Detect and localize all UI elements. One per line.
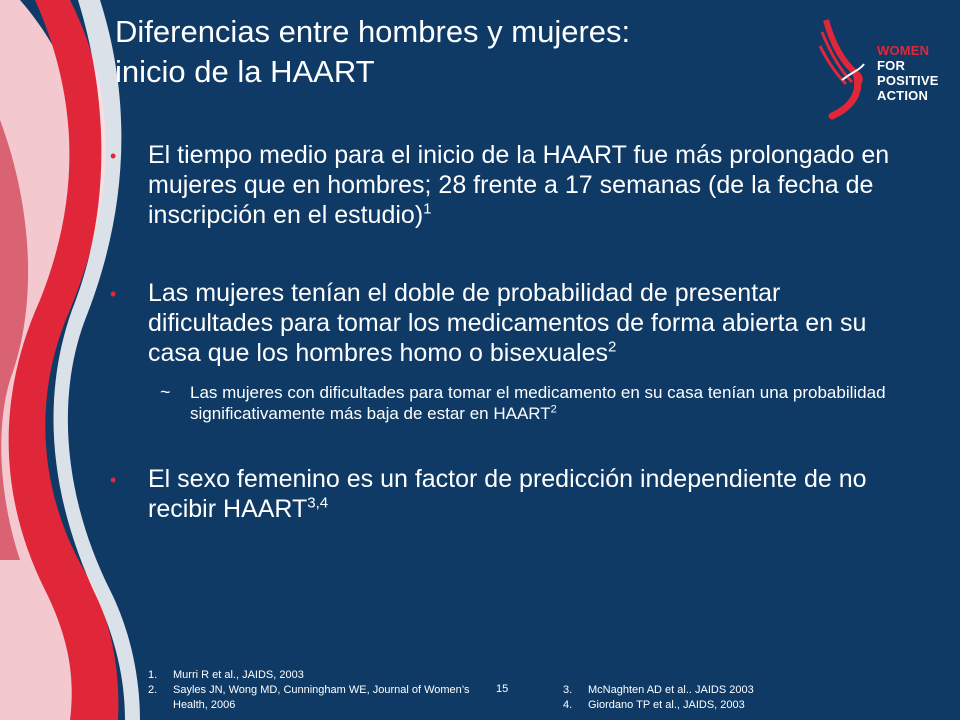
sub-bullet-item xyxy=(110,382,900,424)
reference-number: 4. xyxy=(563,699,573,711)
bullet-text: El sexo femenino es un factor de predicción independiente de no recibir HAART xyxy=(148,465,867,523)
logo-word-positive: POSITIVE xyxy=(877,73,939,88)
reference-item xyxy=(148,683,478,713)
reference-number: 1. xyxy=(148,669,158,681)
bullet-item xyxy=(110,278,900,424)
reference-text: Giordano TP et al., JAIDS, 2003 xyxy=(588,699,745,711)
bullet-dot-icon: • xyxy=(110,284,117,304)
references-right xyxy=(563,683,863,713)
title-line-2: inicio de la HAART xyxy=(115,54,375,89)
bullet-dot-icon: • xyxy=(110,470,117,490)
reference-text: McNaghten AD et al.. JAIDS 2003 xyxy=(588,684,754,696)
bullet-citation: 3,4 xyxy=(307,494,329,512)
bullet-item xyxy=(110,464,900,524)
bullet-item xyxy=(110,140,900,230)
slide-title xyxy=(115,12,795,92)
reference-text: Sayles JN, Wong MD, Cunningham WE, Journal of Women’s Health, 2006 xyxy=(173,684,470,711)
title-line-1: Diferencias entre hombres y mujeres: xyxy=(115,14,631,49)
bullet-dot-icon: • xyxy=(110,146,117,166)
logo-word-for: FOR xyxy=(877,58,906,73)
reference-text: Murri R et al., JAIDS, 2003 xyxy=(173,669,304,681)
sub-bullet-text: Las mujeres con dificultades para tomar el medicamento en su casa tenían una probabilidad significativamente más baja de estar en HAART xyxy=(190,383,886,423)
reference-number: 3. xyxy=(563,684,573,696)
sub-bullet-citation: 2 xyxy=(550,403,557,416)
bullet-text: Las mujeres tenían el doble de probabilidad de presentar dificultades para tomar los medicamentos de forma abierta en su casa que los hombres homo o bisexuales xyxy=(148,279,867,367)
logo-word-action: ACTION xyxy=(877,88,929,103)
bullet-citation: 2 xyxy=(608,338,617,356)
reference-item xyxy=(148,668,478,683)
sub-bullet-tilde-icon: ~ xyxy=(160,382,171,402)
bullet-list xyxy=(110,140,900,524)
bullet-text: El tiempo medio para el inicio de la HAART fue más prolongado en mujeres que en hombres; 28 frente a 17 semanas (de la fecha de inscripción en el estudio) xyxy=(148,141,890,229)
reference-item xyxy=(563,683,863,698)
logo-word-women: WOMEN xyxy=(877,43,930,58)
bullet-citation: 1 xyxy=(423,200,432,218)
page-number: 15 xyxy=(496,683,509,695)
logo-text xyxy=(877,43,939,103)
references-left xyxy=(148,668,478,713)
reference-item xyxy=(563,698,863,713)
reference-number: 2. xyxy=(148,684,158,696)
